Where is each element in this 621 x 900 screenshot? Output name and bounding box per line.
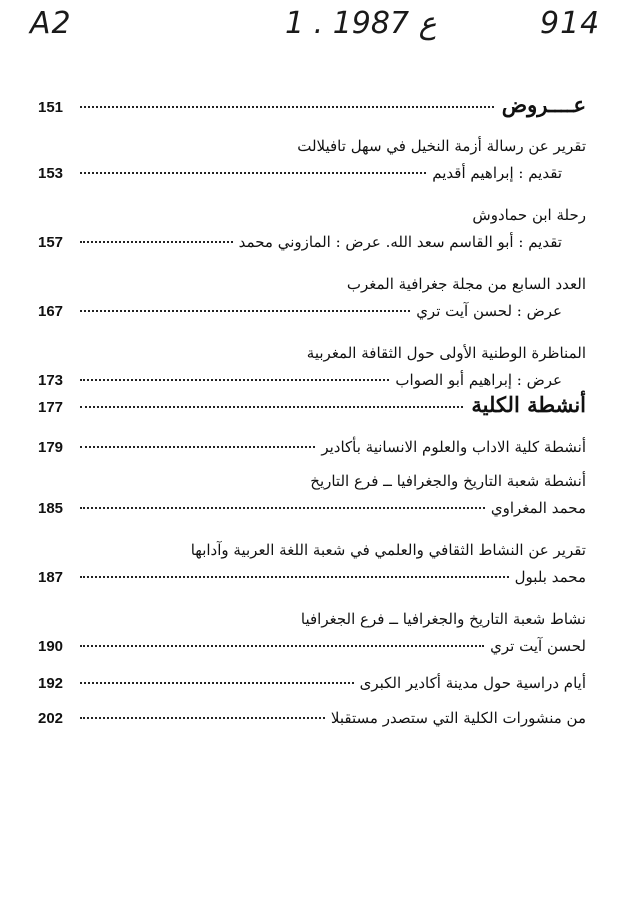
page-number: 167 xyxy=(38,303,64,320)
entry-author-row xyxy=(38,368,586,393)
entry-title: أيام دراسية حول مدينة أكادير الكبرى xyxy=(359,674,586,692)
section-title: أنشطة الكلية xyxy=(471,392,586,417)
dot-leader xyxy=(80,717,325,719)
page-number: 177 xyxy=(38,399,64,416)
toc-entry xyxy=(38,204,586,255)
dot-leader xyxy=(80,310,410,312)
handwritten-date: 1 . ع 1987 xyxy=(285,6,437,41)
entry-row xyxy=(38,706,586,731)
entry-author: عرض : إبراهيم أبو الصواب xyxy=(395,371,562,389)
entry-title: رحلة ابن حمادوش xyxy=(472,206,586,224)
page-number: 185 xyxy=(38,500,64,517)
toc-entry xyxy=(38,706,586,731)
dot-leader xyxy=(80,106,494,108)
page-number: 173 xyxy=(38,372,64,389)
dot-leader xyxy=(80,379,389,381)
dot-leader xyxy=(80,576,509,578)
page-number: 179 xyxy=(38,439,64,456)
toc-entry xyxy=(38,608,586,659)
page-number: 187 xyxy=(38,569,64,586)
entry-author-row xyxy=(38,299,586,324)
toc-entry xyxy=(38,539,586,590)
entry-author-row xyxy=(38,634,586,659)
page-number: 153 xyxy=(38,165,64,182)
entry-author: تقديم : إبراهيم أقديم xyxy=(432,164,562,182)
entry-row xyxy=(38,435,586,460)
entry-title: العدد السابع من مجلة جغرافية المغرب xyxy=(346,275,586,293)
dot-leader xyxy=(80,172,426,174)
handwritten-code: A2 xyxy=(30,6,72,41)
entry-author: لحسن آيت تري xyxy=(490,637,586,655)
dot-leader xyxy=(80,446,315,448)
entry-author-row xyxy=(38,230,586,255)
toc-entry xyxy=(38,470,586,521)
toc-entry xyxy=(38,435,586,460)
toc-entry xyxy=(38,273,586,324)
handwritten-number: 914 xyxy=(540,6,601,41)
section-title: عــــروض xyxy=(501,92,586,117)
section-heading xyxy=(38,92,586,117)
entry-title: تقرير عن رسالة أزمة النخيل في سهل تافيلالت xyxy=(297,137,586,155)
page-number: 190 xyxy=(38,638,64,655)
entry-title: أنشطة شعبة التاريخ والجغرافيا ــ فرع التاريخ xyxy=(310,472,586,490)
entry-author: تقديم : أبو القاسم سعد الله. عرض : المازوني محمد xyxy=(238,233,562,251)
section-faculty-activities xyxy=(38,392,586,731)
entry-title: من منشورات الكلية التي ستصدر مستقبلا xyxy=(330,709,586,727)
entry-author: عرض : لحسن آيت تري xyxy=(416,302,562,320)
entry-author: محمد بلبول xyxy=(514,568,586,586)
entry-author-row xyxy=(38,565,586,590)
page-number: 202 xyxy=(38,710,64,727)
entry-title: نشاط شعبة التاريخ والجغرافيا ــ فرع الجغرافيا xyxy=(300,610,586,628)
page-number: 192 xyxy=(38,675,64,692)
page-number: 157 xyxy=(38,234,64,251)
toc-entry xyxy=(38,342,586,393)
section-reviews xyxy=(38,92,586,393)
dot-leader xyxy=(80,406,463,408)
dot-leader xyxy=(80,241,233,243)
section-heading xyxy=(38,392,586,417)
dot-leader xyxy=(80,645,484,647)
entry-author: محمد المغراوي xyxy=(490,499,586,517)
entry-title: تقرير عن النشاط الثقافي والعلمي في شعبة اللغة العربية وآدابها xyxy=(190,541,586,559)
toc-entry xyxy=(38,671,586,696)
entry-title: المناظرة الوطنية الأولى حول الثقافة المغربية xyxy=(306,344,586,362)
entry-author-row xyxy=(38,496,586,521)
entry-author-row xyxy=(38,161,586,186)
entry-row xyxy=(38,671,586,696)
toc-entry xyxy=(38,135,586,186)
page-number: 151 xyxy=(38,99,64,116)
dot-leader xyxy=(80,682,354,684)
entry-title: أنشطة كلية الاداب والعلوم الانسانية بأكادير xyxy=(321,438,586,456)
dot-leader xyxy=(80,507,485,509)
